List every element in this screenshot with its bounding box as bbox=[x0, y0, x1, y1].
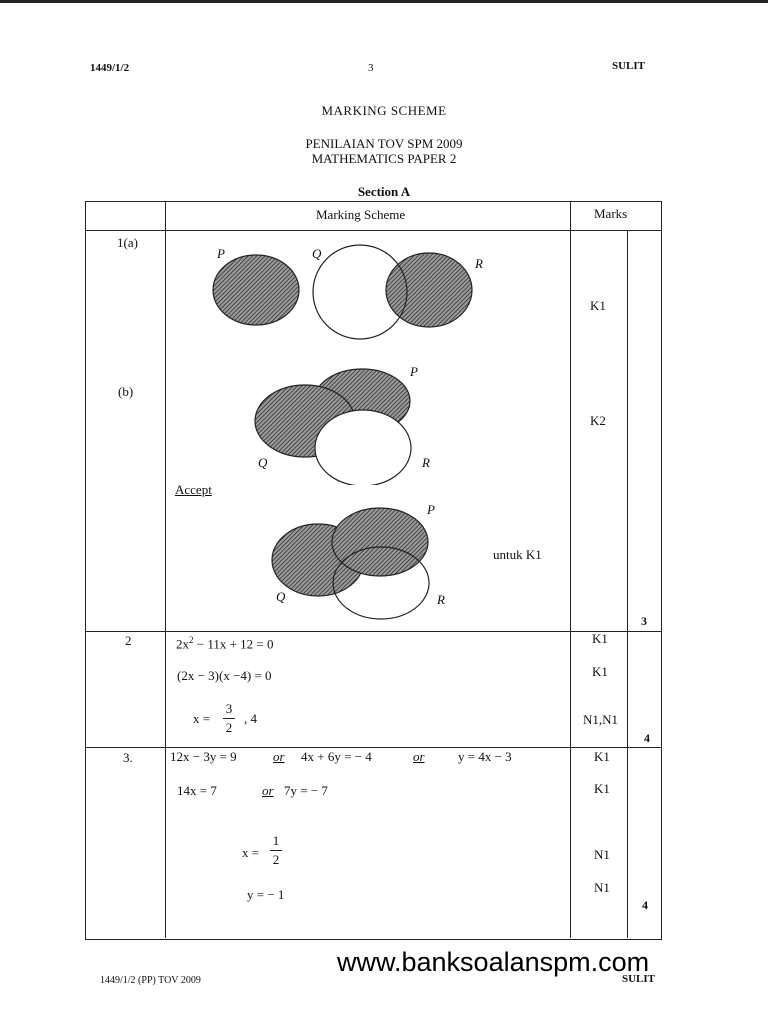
q1b-mark: K2 bbox=[590, 413, 606, 428]
venn-1b-label-q: Q bbox=[258, 455, 268, 470]
q3-mark-3: N1 bbox=[594, 847, 610, 862]
q2-line-1 bbox=[176, 635, 274, 652]
q2-fraction-bar bbox=[223, 718, 235, 719]
col-divider-3 bbox=[627, 230, 628, 938]
col-divider-1 bbox=[165, 201, 166, 938]
venn-diagram-1b bbox=[250, 365, 430, 485]
q3-mark-4: N1 bbox=[594, 880, 610, 895]
q3-fraction-bar bbox=[270, 850, 282, 851]
header-row-divider bbox=[85, 230, 661, 231]
untuk-k1-note: untuk K1 bbox=[493, 547, 542, 562]
venn-diagram-1a bbox=[200, 240, 500, 350]
venn-diagram-accept bbox=[265, 500, 445, 625]
venn-1a-label-r: R bbox=[475, 256, 483, 271]
question-2-number: 2 bbox=[125, 633, 132, 648]
title-marking-scheme: MARKING SCHEME bbox=[321, 103, 447, 118]
venn-1b-label-r: R bbox=[422, 455, 430, 470]
q2-mark-2: K1 bbox=[592, 664, 608, 679]
title-paper: MATHEMATICS PAPER 2 bbox=[311, 151, 457, 166]
q2-mark-3: N1,N1 bbox=[583, 712, 619, 727]
col-divider-2 bbox=[570, 201, 571, 938]
accept-label: Accept bbox=[175, 482, 212, 497]
q2-second-root: , 4 bbox=[244, 711, 257, 726]
venn-accept-label-r: R bbox=[437, 592, 445, 607]
q3-line-1c: y = 4x − 3 bbox=[458, 749, 512, 764]
q3-fraction-denominator: 2 bbox=[272, 852, 280, 867]
q3-or-3: or bbox=[262, 783, 274, 798]
venn-1b-label-p: P bbox=[410, 364, 418, 379]
q2-fraction-numerator: 3 bbox=[225, 701, 233, 716]
venn-1a-label-p: P bbox=[217, 246, 225, 261]
question-1b-number: (b) bbox=[118, 384, 134, 399]
q2-fraction-denominator: 2 bbox=[225, 720, 233, 735]
row-divider-2 bbox=[85, 747, 661, 748]
q3-fraction-numerator: 1 bbox=[272, 833, 280, 848]
question-1a-number: 1(a) bbox=[117, 235, 138, 250]
footer-classification: SULIT bbox=[622, 973, 656, 985]
q2-x-equals: x = bbox=[193, 711, 211, 726]
q1a-mark: K1 bbox=[590, 298, 606, 313]
page-number: 3 bbox=[368, 62, 374, 74]
q2-line-2: (2x − 3)(x −4) = 0 bbox=[177, 668, 272, 683]
venn-1a-label-q: Q bbox=[312, 246, 322, 261]
q3-mark-1: K1 bbox=[594, 749, 610, 764]
q2-mark-1: K1 bbox=[592, 631, 608, 646]
column-header-scheme: Marking Scheme bbox=[316, 207, 406, 222]
q3-x-equals: x = bbox=[242, 845, 260, 860]
venn-accept-label-p: P bbox=[427, 502, 435, 517]
watermark-url: www.banksoalanspm.com bbox=[337, 947, 650, 977]
title-penilaian: PENILAIAN TOV SPM 2009 bbox=[305, 136, 463, 151]
q2-total: 4 bbox=[644, 731, 650, 745]
q3-or-1: or bbox=[273, 749, 285, 764]
q3-fraction bbox=[270, 833, 282, 868]
q2-line-1-rest: − 11x + 12 = 0 bbox=[193, 636, 274, 652]
q3-total: 4 bbox=[642, 898, 648, 912]
q3-line-2b: 7y = − 7 bbox=[284, 783, 328, 798]
q2-line-1-exponent: 2 bbox=[189, 635, 194, 645]
row-divider-1 bbox=[85, 631, 661, 632]
q3-line-1a: 12x − 3y = 9 bbox=[170, 749, 237, 764]
q2-line-1-term: 2x bbox=[176, 636, 189, 652]
footer-code: 1449/1/2 (PP) TOV 2009 bbox=[100, 975, 201, 986]
q3-mark-2: K1 bbox=[594, 781, 610, 796]
classification-label: SULIT bbox=[612, 60, 646, 72]
q3-line-2a: 14x = 7 bbox=[177, 783, 217, 798]
q3-or-2: or bbox=[413, 749, 425, 764]
column-header-marks: Marks bbox=[594, 206, 628, 221]
paper-code: 1449/1/2 bbox=[90, 62, 130, 74]
q3-y-value: y = − 1 bbox=[247, 887, 285, 902]
q1-total: 3 bbox=[641, 614, 647, 628]
section-title: Section A bbox=[357, 184, 411, 199]
venn-accept-label-q: Q bbox=[276, 589, 286, 604]
question-3-number: 3. bbox=[123, 750, 133, 765]
q3-line-1b: 4x + 6y = − 4 bbox=[301, 749, 372, 764]
scan-edge bbox=[0, 0, 768, 3]
q2-fraction bbox=[223, 701, 235, 736]
